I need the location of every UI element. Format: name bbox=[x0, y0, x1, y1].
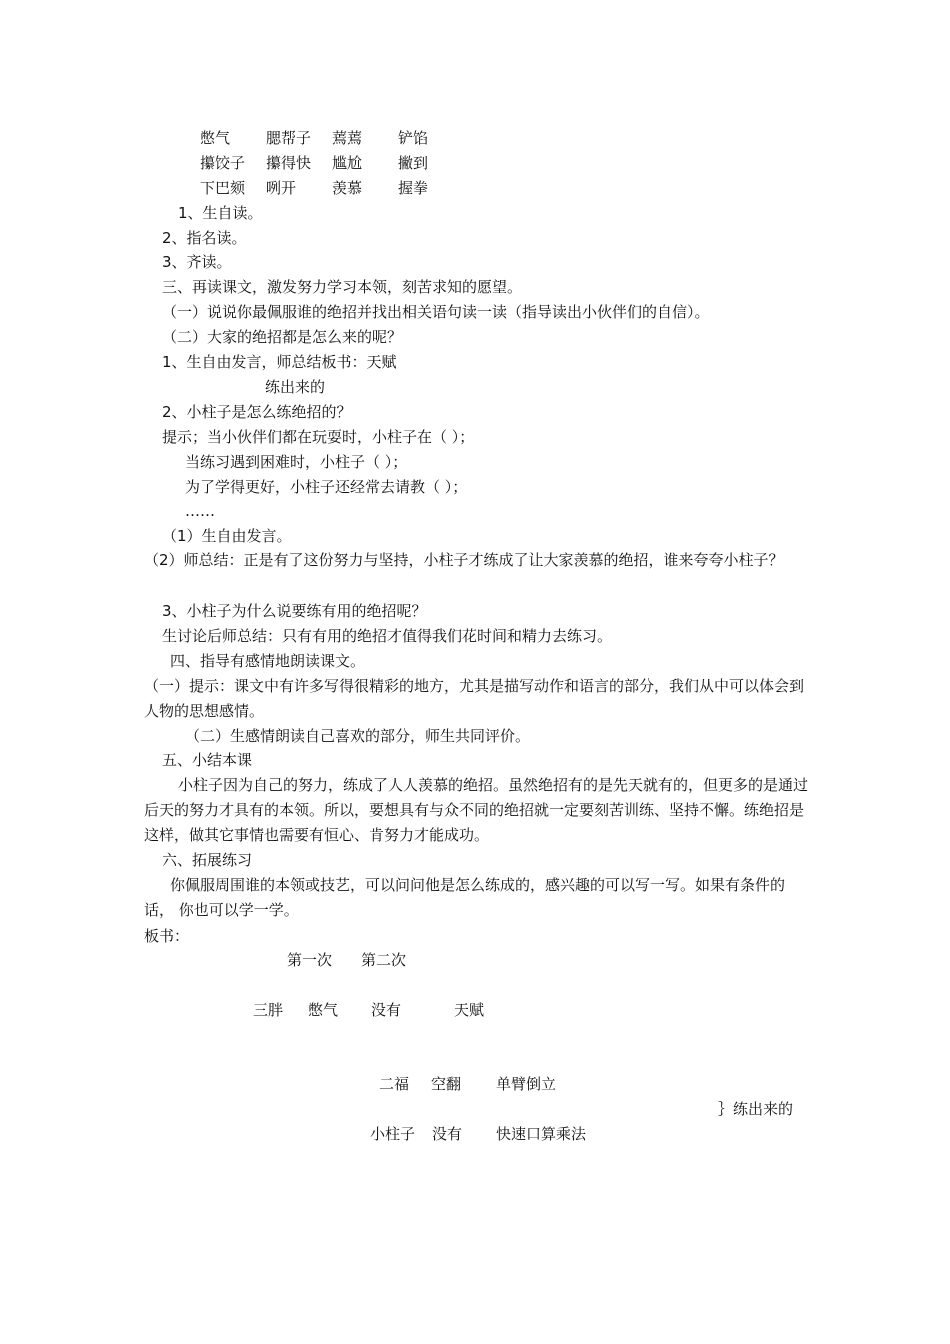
paragraph-line: 生讨论后师总结：只有有用的绝招才值得我们花时间和精力去练习。 bbox=[162, 627, 613, 645]
board-cell: 没有 bbox=[432, 1125, 463, 1143]
board-cell: 憋气 bbox=[308, 1001, 339, 1019]
paragraph: 你佩服周围谁的本领或技艺，可以问问他是怎么练成的，感兴趣的可以写一写。如果有条件的 话， 你也可以学一学。 bbox=[144, 876, 786, 919]
paragraph-line: （二）生感情朗读自己喜欢的部分，师生共同评价。 bbox=[185, 727, 531, 745]
board-label: 板书： bbox=[144, 927, 190, 945]
board-cell: 快速口算乘法 bbox=[496, 1125, 587, 1143]
paragraph-line: 3、小柱子为什么说要练有用的绝招呢？ bbox=[162, 602, 427, 620]
vocab-word: 咧开 bbox=[266, 179, 297, 197]
vocab-word: 尴尬 bbox=[332, 154, 363, 172]
board-header: 第二次 bbox=[361, 951, 407, 969]
hint-line: 当练习遇到困难时，小柱子（ ）； bbox=[185, 453, 408, 471]
paragraph-line: 1、生自由发言，师总结板书：天赋 bbox=[162, 353, 397, 371]
board-cell: 没有 bbox=[371, 1001, 402, 1019]
vocab-word: 蔫蔫 bbox=[332, 129, 363, 147]
board-cell: 空翻 bbox=[431, 1075, 462, 1093]
vocab-row bbox=[200, 128, 464, 148]
board-cell: 二福 bbox=[379, 1075, 410, 1093]
paragraph-line: 2、小柱子是怎么练绝招的？ bbox=[162, 403, 352, 421]
vocab-word: 攥得快 bbox=[266, 154, 312, 172]
paragraph-line: 练出来的 bbox=[265, 378, 326, 396]
vocab-word: 腮帮子 bbox=[266, 129, 312, 147]
vocab-row bbox=[200, 178, 464, 198]
hint-line: 提示；当小伙伴们都在玩耍时，小柱子在（ ）； bbox=[162, 428, 475, 446]
step-line: 1、生自读。 bbox=[178, 204, 263, 222]
vocab-word: 憋气 bbox=[200, 129, 231, 147]
hint-line: 为了学得更好，小柱子还经常去请教（ ）； bbox=[185, 478, 468, 496]
paragraph: （2）师总结：正是有了这份努力与坚持，小柱子才练成了让大家羡慕的绝招，谁来夸夸小柱子？ bbox=[144, 551, 784, 569]
board-header: 第一次 bbox=[287, 951, 333, 969]
vocab-word: 攥饺子 bbox=[200, 154, 246, 172]
section-heading: 五、小结本课 bbox=[162, 751, 253, 769]
vocab-word: 下巴颏 bbox=[200, 179, 246, 197]
vocab-word: 羡慕 bbox=[332, 179, 363, 197]
paragraph-line: （二）大家的绝招都是怎么来的呢？ bbox=[162, 328, 403, 346]
board-cell: 三胖 bbox=[253, 1001, 284, 1019]
vocab-row bbox=[200, 153, 464, 173]
board-cell: 小柱子 bbox=[370, 1125, 416, 1143]
section-heading: 六、拓展练习 bbox=[162, 851, 253, 869]
board-cell: 单臂倒立 bbox=[496, 1075, 557, 1093]
vocab-word: 铲馅 bbox=[398, 129, 429, 147]
step-line: 2、指名读。 bbox=[162, 229, 247, 247]
paragraph-line: （一）说说你最佩服谁的绝招并找出相关语句读一读（指导读出小伙伴们的自信）。 bbox=[162, 303, 710, 321]
section-heading: 四、指导有感情地朗读课文。 bbox=[170, 652, 366, 670]
vocab-word: 撇到 bbox=[398, 154, 429, 172]
board-brace-label: ｝练出来的 bbox=[718, 1100, 794, 1118]
step-line: 3、齐读。 bbox=[162, 253, 232, 271]
board-cell: 天赋 bbox=[454, 1001, 485, 1019]
vocab-word: 握拳 bbox=[398, 179, 429, 197]
paragraph: （一）提示：课文中有许多写得很精彩的地方，尤其是描写动作和语言的部分，我们从中可以体会到人物的思想感情。 bbox=[144, 677, 805, 720]
paragraph: 小柱子因为自己的努力，练成了人人羡慕的绝招。虽然绝招有的是先天就有的，但更多的是通过后天的努力才具有的本领。所以，要想具有与众不同的绝招就一定要刻苦训练、坚持不懈。练绝招是这样，做其它事情也需要有恒心、肯努力才能成功。 bbox=[144, 776, 809, 844]
hint-line: …… bbox=[185, 502, 215, 520]
section-heading: 三、再读课文，激发努力学习本领，刻苦求知的愿望。 bbox=[162, 278, 523, 296]
paragraph-line: （1）生自由发言。 bbox=[162, 527, 292, 545]
